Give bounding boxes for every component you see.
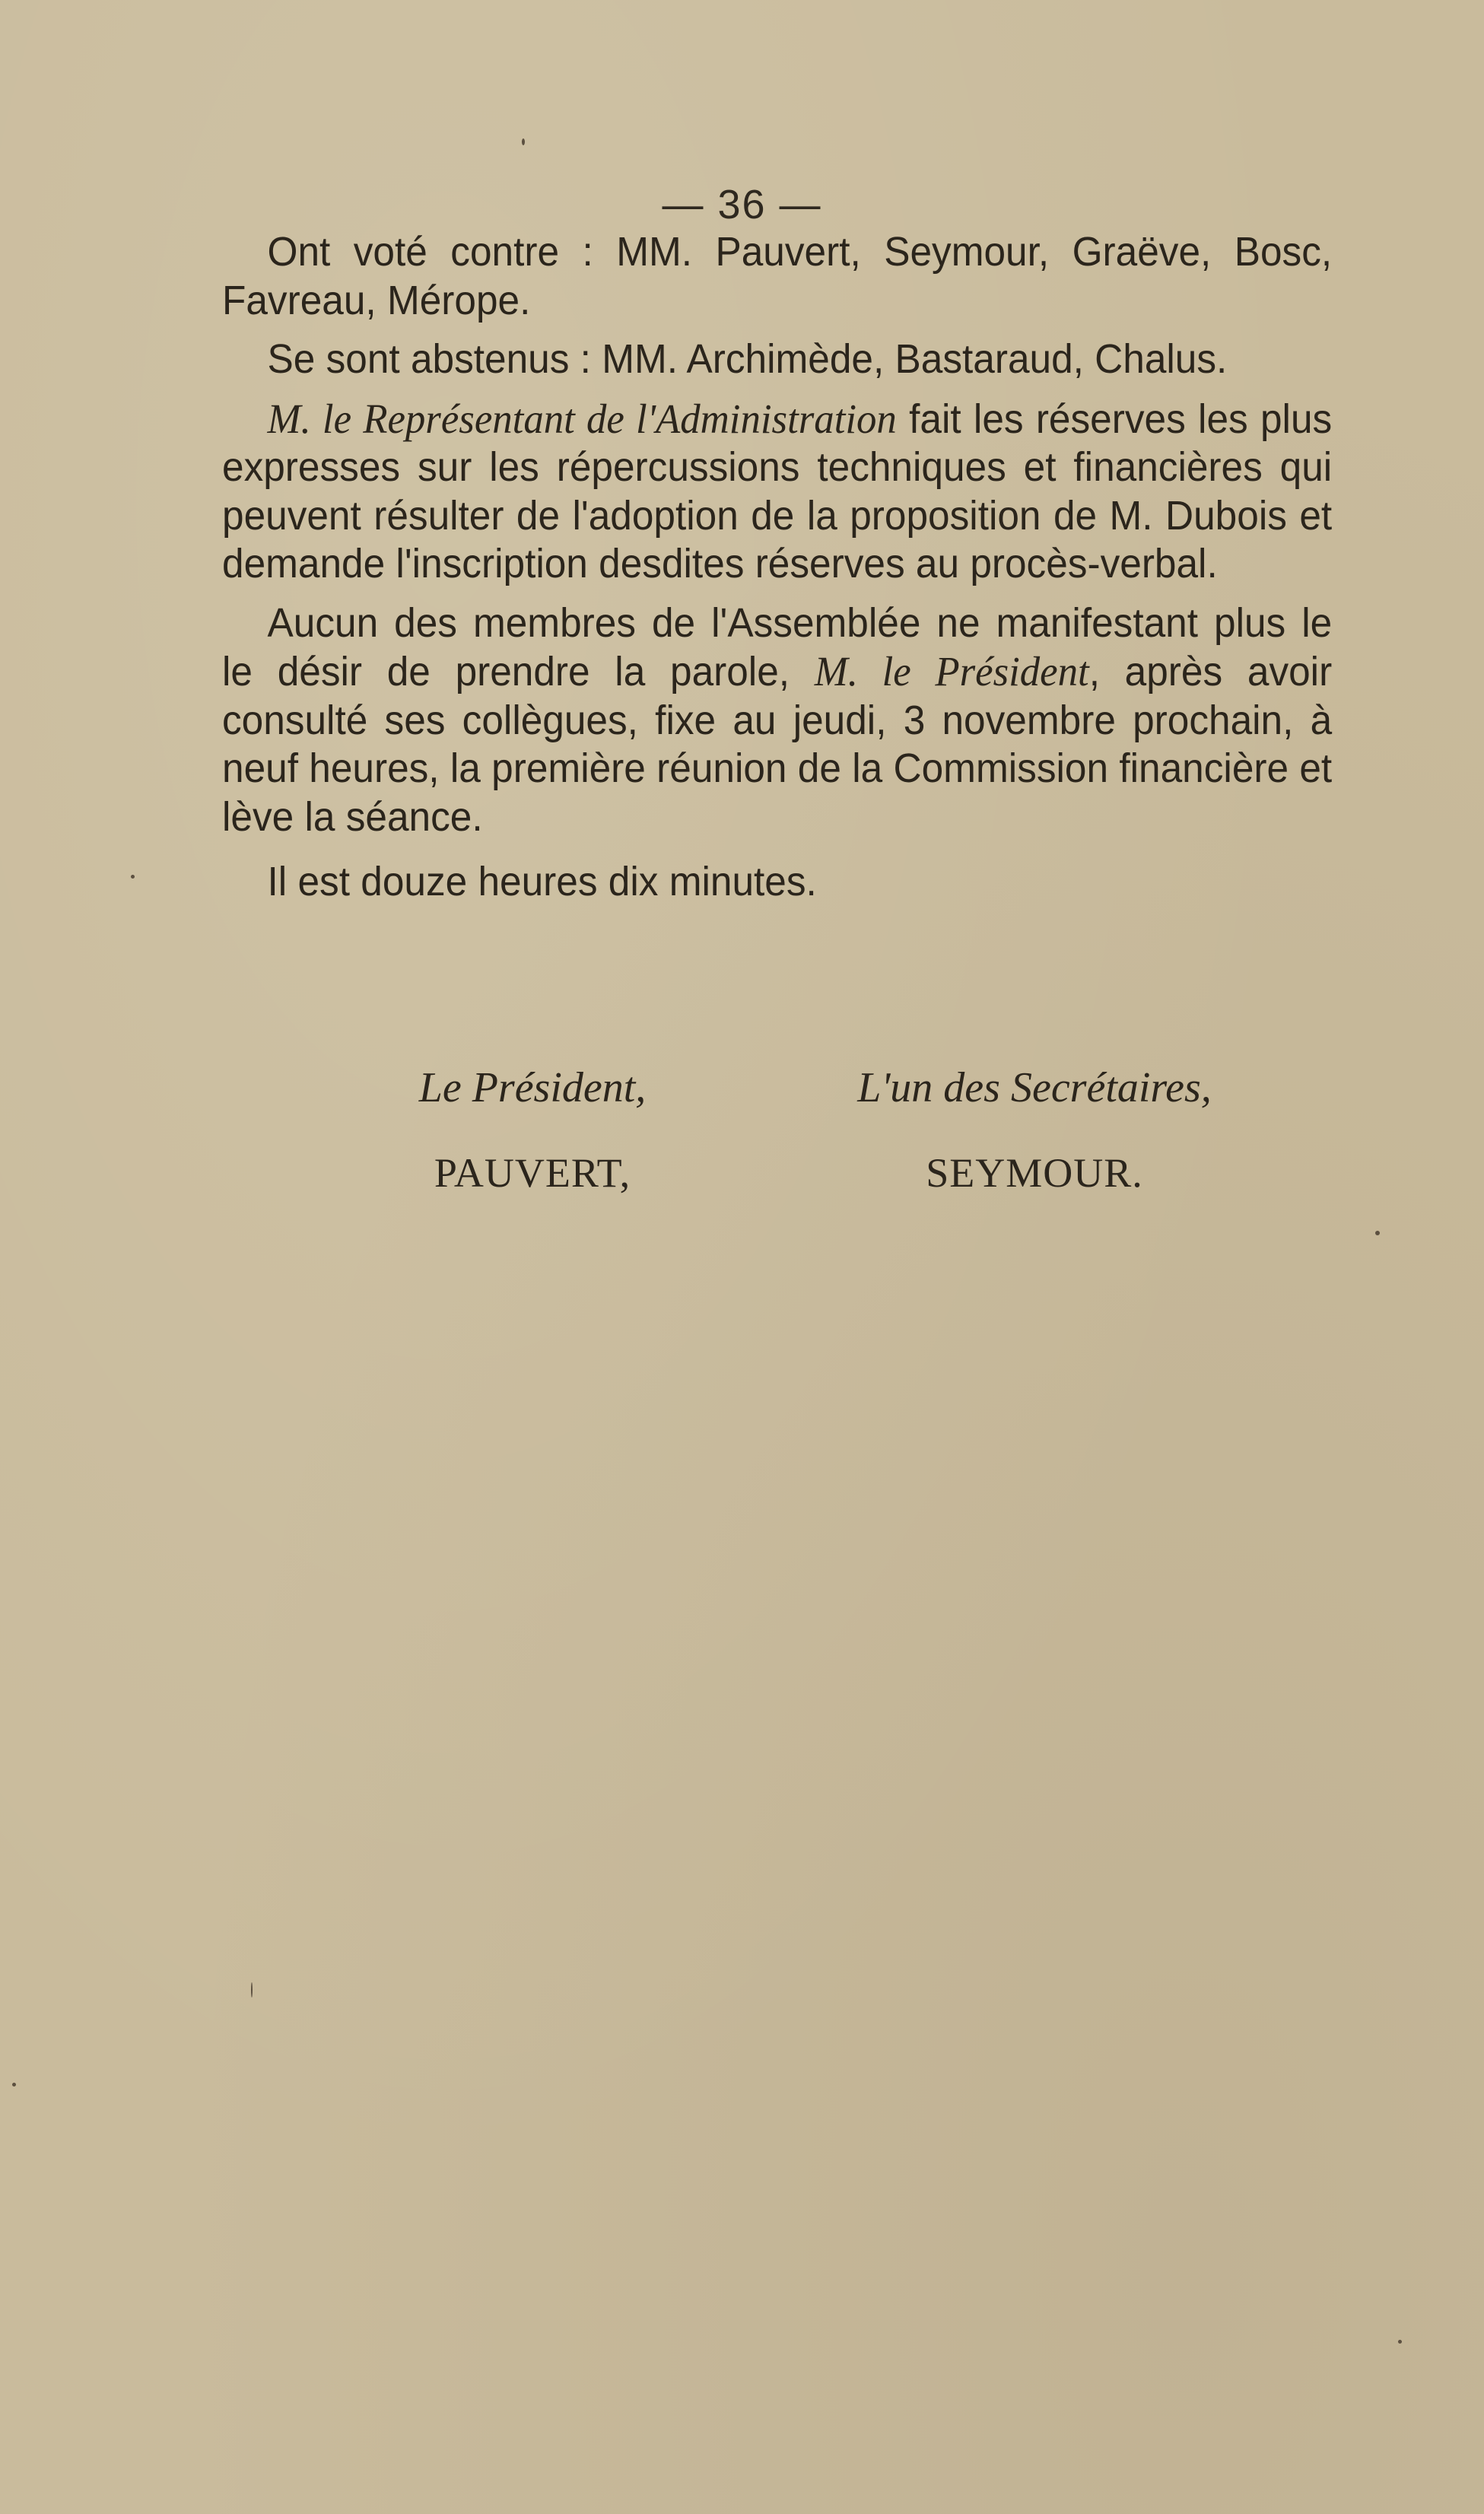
paragraph-closing-session [222,599,1332,842]
body-text [222,228,1332,907]
paper-speck [251,1982,253,1998]
closing-text-before: Aucun des membres de l'Assemblée ne manifestant plus le le désir de prendre la parole, [222,600,1333,694]
paragraph-administration-reserves [222,395,1332,589]
paper-speck [131,875,135,879]
signature-block [0,1061,1484,1213]
paragraph-votes-against: Ont voté contre : MM. Pauvert, Seymour, Graëve, Bosc, Favreau, Mérope. [222,230,1333,323]
signature-president-title: Le Président, [418,1064,647,1111]
president-reference: M. le Président [814,648,1089,694]
closing-text-after: , après avoir consulté ses collègues, fixe au jeudi, 3 novembre prochain, à neuf heures, la première réunion de la Commission financière et lève la séance. [222,650,1333,840]
paper-speck [1398,2340,1402,2344]
signature-president-name: PAUVERT, [434,1150,631,1196]
paper-speck [12,2083,16,2087]
signature-secretary-title: L'un des Secrétaires, [857,1064,1212,1111]
administration-representative: M. le Représentant de l'Administration [267,395,897,442]
page-number: — 36 — [662,182,822,227]
signature-president [319,1061,745,1198]
paragraph-administration-reserves-text: fait les réserves les plus expresses sur les répercussions techniques et financières qui peuvent résulter de l'adoption de la proposition de M. Dubois et demande l'inscription desdites réserves au procès-verbal. [222,396,1333,586]
signature-secretary [821,1061,1247,1198]
paragraph-closing-time: Il est douze heures dix minutes. [267,860,817,904]
signature-secretary-name: SEYMOUR. [926,1150,1143,1196]
paragraph-abstentions: Se sont abstenus : MM. Archimède, Bastaraud, Chalus. [267,337,1228,382]
paper-speck [522,138,525,145]
paper-speck [1375,1231,1380,1235]
